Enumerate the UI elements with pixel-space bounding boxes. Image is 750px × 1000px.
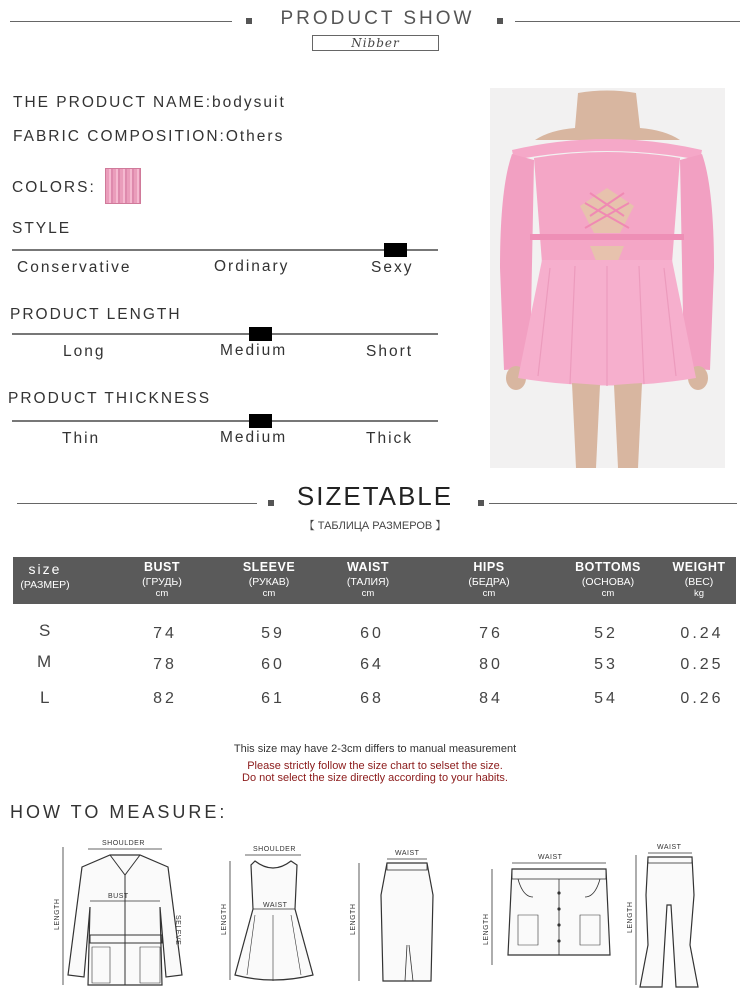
sizetable-left-rule: [17, 503, 257, 504]
header-right-rule: [515, 21, 740, 22]
thickness-title: PRODUCT THICKNESS: [8, 390, 212, 407]
pants-measure-diagram: [622, 835, 712, 995]
style-scale-line: [12, 249, 438, 251]
cell-waist: 60: [360, 625, 384, 642]
length-label: LENGTH: [483, 913, 490, 945]
product-name: THE PRODUCT NAME:bodysuit: [13, 94, 286, 111]
thickness-marker: [249, 414, 272, 428]
col-size: size (РАЗМЕР): [20, 561, 70, 591]
length-label: LENGTH: [627, 901, 634, 933]
sizetable-right-dot: [478, 500, 484, 506]
style-label-ordinary: Ordinary: [214, 258, 290, 275]
thickness-label-thick: Thick: [366, 430, 414, 447]
dress-measure-diagram: [215, 835, 325, 995]
cell-waist: 64: [360, 656, 384, 673]
waist-label: WAIST: [657, 844, 682, 851]
header-left-dot: [246, 18, 252, 24]
style-label-sexy: Sexy: [371, 259, 414, 276]
how-to-measure-title: HOW TO MEASURE:: [10, 802, 228, 822]
colors-label: COLORS:: [12, 179, 96, 196]
warning-note-2: Do not select the size directly according to your habits.: [242, 772, 508, 784]
fabric-composition: FABRIC COMPOSITION:Others: [13, 128, 285, 145]
cell-waist: 68: [360, 690, 384, 707]
row-size: M: [37, 652, 52, 671]
length-label-long: Long: [63, 343, 106, 360]
cell-hips: 84: [479, 690, 503, 707]
col-bust: BUST (ГРУДЬ) cm: [142, 560, 182, 599]
product-photo: [490, 88, 725, 468]
col-sleeve: SLEEVE (РУКАВ) cm: [242, 560, 296, 599]
sizetable-left-dot: [268, 500, 274, 506]
sizetable-subtitle: 【 ТАБЛИЦА РАЗМЕРОВ 】: [303, 520, 447, 532]
thickness-label-thin: Thin: [62, 430, 101, 447]
length-label: LENGTH: [221, 903, 228, 935]
brand-name: Nibber: [312, 35, 439, 51]
sleeve-label: SELEVE: [174, 915, 181, 946]
style-label-conservative: Conservative: [17, 259, 132, 276]
thickness-scale-line: [12, 420, 438, 422]
cell-bottoms: 54: [594, 690, 618, 707]
cell-bust: 74: [153, 625, 177, 642]
col-bottoms: BOTTOMS (ОСНОВА) cm: [575, 560, 641, 599]
shoulder-label: SHOULDER: [102, 840, 145, 847]
cell-bottoms: 53: [594, 656, 618, 673]
product-photo-illustration: [490, 88, 725, 468]
warning-note-1: Please strictly follow the size chart to selset the size.: [247, 760, 503, 772]
cell-hips: 80: [479, 656, 503, 673]
waist-label: WAIST: [395, 850, 420, 857]
cell-weight: 0.24: [680, 625, 724, 642]
col-waist: WAIST (ТАЛИЯ) cm: [346, 560, 390, 599]
cell-weight: 0.25: [680, 656, 724, 673]
shorts-measure-diagram: [478, 835, 618, 995]
length-marker: [249, 327, 272, 341]
shoulder-label: SHOULDER: [253, 846, 296, 853]
cell-hips: 76: [479, 625, 503, 642]
sizetable-right-rule: [489, 503, 737, 504]
bust-label: BUST: [108, 893, 129, 900]
length-label: LENGTH: [54, 898, 61, 930]
length-scale-line: [12, 333, 438, 335]
row-size: L: [40, 688, 50, 707]
header-right-dot: [497, 18, 503, 24]
length-label-short: Short: [366, 343, 414, 360]
col-weight: WEIGHT (ВЕС) kg: [672, 560, 726, 599]
page-title: PRODUCT SHOW: [280, 8, 475, 29]
header-left-rule: [10, 21, 232, 22]
col-hips: HIPS (БЕДРА) cm: [468, 560, 510, 599]
cell-sleeve: 60: [261, 656, 285, 673]
cell-weight: 0.26: [680, 690, 724, 707]
sizetable-title: SIZETABLE: [296, 481, 454, 511]
thickness-label-medium: Medium: [220, 429, 288, 446]
cell-bottoms: 52: [594, 625, 618, 642]
length-title: PRODUCT LENGTH: [10, 306, 182, 323]
row-size: S: [39, 621, 51, 640]
jacket-measure-diagram: [50, 835, 200, 995]
cell-bust: 78: [153, 656, 177, 673]
style-title: STYLE: [12, 220, 72, 237]
cell-sleeve: 61: [261, 690, 285, 707]
waist-label: WAIST: [263, 902, 288, 909]
cell-sleeve: 59: [261, 625, 285, 642]
style-marker: [384, 243, 407, 257]
size-table-header: [13, 557, 736, 604]
color-swatch-pink[interactable]: [105, 168, 141, 204]
measurement-note: This size may have 2-3cm differs to manual measurement: [233, 743, 517, 755]
length-label: LENGTH: [350, 903, 357, 935]
cell-bust: 82: [153, 690, 177, 707]
skirt-measure-diagram: [345, 835, 445, 995]
waist-label: WAIST: [538, 854, 563, 861]
length-label-medium: Medium: [220, 342, 288, 359]
